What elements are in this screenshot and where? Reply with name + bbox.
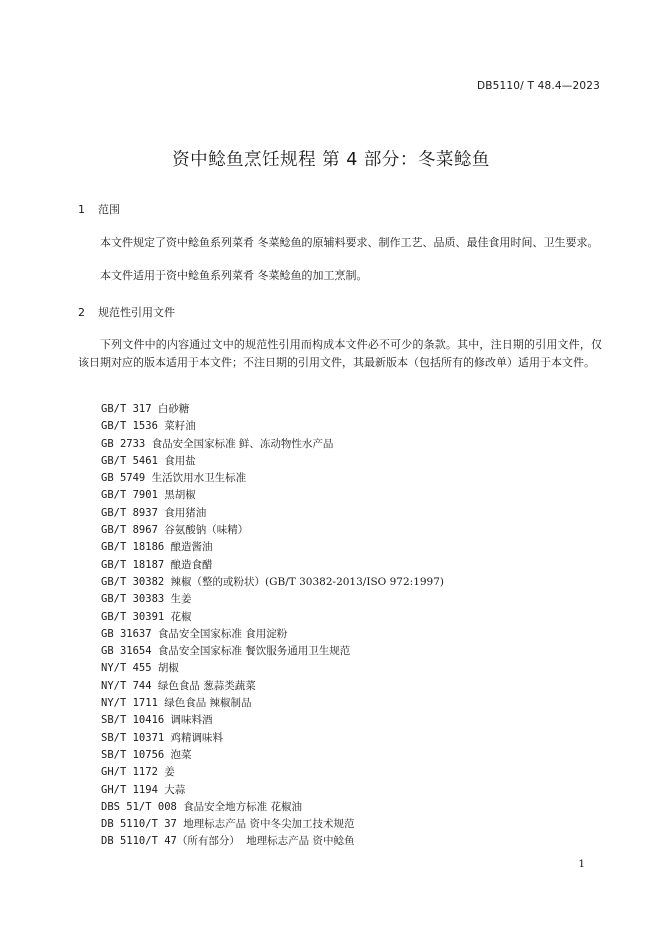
reference-code: SB/T 10371 bbox=[101, 731, 171, 744]
reference-code: GH/T 1172 bbox=[101, 766, 165, 779]
reference-item bbox=[101, 833, 444, 850]
reference-item bbox=[101, 436, 444, 453]
reference-code: GB/T 317 bbox=[101, 403, 158, 415]
reference-name: 地理标志产品 资中鲶鱼 bbox=[246, 835, 355, 848]
reference-item bbox=[101, 799, 444, 816]
reference-code: DB 5110/T 37 bbox=[101, 818, 184, 831]
section-1-paragraph-1: 本文件规定了资中鲶鱼系列菜肴 冬菜鲶鱼的原辅料要求、制作工艺、品质、最佳食用时间、卫生要求。 bbox=[100, 236, 599, 249]
reference-name: 辣椒（整的或粉状）(GB/T 30382-2013/ISO 972:1997) bbox=[170, 575, 445, 588]
reference-name: 黑胡椒 bbox=[164, 489, 196, 502]
reference-name: 食品安全国家标准 食用淀粉 bbox=[157, 627, 288, 640]
reference-item bbox=[101, 470, 444, 487]
reference-name: 生活饮用水卫生标准 bbox=[151, 472, 247, 485]
reference-code: GB/T 30382 bbox=[101, 575, 171, 588]
reference-name: 菜籽油 bbox=[164, 420, 196, 433]
reference-item bbox=[101, 591, 444, 608]
reference-code: NY/T 744 bbox=[101, 679, 158, 692]
reference-code: GB/T 30383 bbox=[101, 593, 171, 606]
reference-name: 鸡精调味料 bbox=[170, 731, 224, 744]
reference-item bbox=[101, 712, 444, 729]
reference-name: 食用猪油 bbox=[164, 506, 207, 519]
reference-name: 食品安全国家标准 餐饮服务通用卫生规范 bbox=[157, 645, 351, 658]
section-2-number: 2 bbox=[78, 306, 85, 319]
reference-code: GB/T 30391 bbox=[101, 610, 171, 623]
reference-name: 生姜 bbox=[170, 593, 192, 606]
reference-name: 食品安全国家标准 鲜、冻动物性水产品 bbox=[151, 437, 334, 450]
reference-name: 花椒 bbox=[170, 610, 192, 623]
reference-item bbox=[101, 782, 444, 799]
reference-name: 酿造酱油 bbox=[170, 541, 213, 554]
page-number: 1 bbox=[578, 858, 585, 870]
reference-code: GB/T 18187 bbox=[101, 558, 171, 571]
section-1-number: 1 bbox=[78, 203, 85, 216]
reference-code: GB 2733 bbox=[101, 437, 152, 450]
reference-name: 绿色食品 辣椒制品 bbox=[164, 697, 252, 710]
reference-name: 泡菜 bbox=[170, 748, 192, 761]
reference-code: NY/T 1711 bbox=[101, 697, 165, 710]
reference-code: GB/T 1536 bbox=[101, 420, 165, 433]
reference-code: DBS 51/T 008 bbox=[101, 800, 184, 813]
reference-item bbox=[101, 660, 444, 677]
reference-name: 酿造食醋 bbox=[170, 558, 213, 571]
reference-item bbox=[101, 643, 444, 660]
document-code: DB5110/ T 48.4—2023 bbox=[476, 80, 600, 92]
reference-item bbox=[101, 418, 444, 435]
section-1-title: 范围 bbox=[98, 203, 120, 216]
section-2-title: 规范性引用文件 bbox=[98, 306, 175, 319]
reference-item bbox=[101, 747, 444, 764]
reference-code: GB/T 18186 bbox=[101, 541, 171, 554]
section-1-heading bbox=[78, 201, 120, 217]
reference-item bbox=[101, 816, 444, 833]
reference-code: GB/T 5461 bbox=[101, 454, 165, 467]
reference-name: 姜 bbox=[164, 766, 175, 779]
reference-item bbox=[101, 609, 444, 626]
reference-name: 谷氨酸钠（味精） bbox=[164, 524, 249, 537]
section-2-paragraph: 下列文件中的内容通过文中的规范性引用而构成本文件必不可少的条款。其中，注日期的引用文件，仅该日期对应的版本适用于本文件；不注日期的引用文件，其最新版本（包括所有的修改单）适用于本文件。 bbox=[78, 338, 602, 369]
reference-name: 大蒜 bbox=[164, 783, 186, 796]
reference-code: GB/T 7901 bbox=[101, 489, 165, 502]
reference-item bbox=[101, 626, 444, 643]
reference-name: 地理标志产品 资中冬尖加工技术规范 bbox=[183, 818, 355, 831]
page-title: 资中鲶鱼烹饪规程 第 4 部分：冬菜鲶鱼 bbox=[172, 150, 490, 170]
reference-item bbox=[101, 557, 444, 574]
reference-item bbox=[101, 505, 444, 522]
section-1-paragraph-2: 本文件适用于资中鲶鱼系列菜肴 冬菜鲶鱼的加工烹制。 bbox=[100, 269, 368, 282]
reference-item bbox=[101, 487, 444, 504]
reference-name: 调味料酒 bbox=[170, 714, 213, 727]
reference-item bbox=[101, 695, 444, 712]
section-2-heading bbox=[78, 304, 175, 320]
reference-code: GH/T 1194 bbox=[101, 783, 165, 796]
reference-item bbox=[101, 539, 444, 556]
reference-name: 食品安全地方标准 花椒油 bbox=[183, 800, 303, 813]
reference-item bbox=[101, 401, 444, 418]
reference-name: 食用盐 bbox=[164, 454, 196, 467]
reference-item bbox=[101, 764, 444, 781]
reference-name: 白砂糖 bbox=[157, 403, 190, 415]
reference-code: GB 5749 bbox=[101, 472, 152, 485]
reference-item bbox=[101, 678, 444, 695]
reference-name: 绿色食品 葱蒜类蔬菜 bbox=[157, 679, 256, 692]
reference-code: GB 31637 bbox=[101, 627, 158, 640]
reference-item bbox=[101, 522, 444, 539]
reference-code: GB/T 8937 bbox=[101, 506, 165, 519]
reference-item bbox=[101, 730, 444, 747]
reference-code: SB/T 10756 bbox=[101, 748, 171, 761]
normative-reference-list bbox=[101, 401, 444, 851]
reference-code: GB 31654 bbox=[101, 645, 158, 658]
reference-code: DB 5110/T 47（所有部分） bbox=[101, 835, 247, 848]
reference-item bbox=[101, 574, 444, 591]
reference-code: SB/T 10416 bbox=[101, 714, 171, 727]
reference-name: 胡椒 bbox=[157, 662, 179, 675]
reference-item bbox=[101, 453, 444, 470]
reference-code: NY/T 455 bbox=[101, 662, 158, 675]
reference-code: GB/T 8967 bbox=[101, 524, 165, 537]
